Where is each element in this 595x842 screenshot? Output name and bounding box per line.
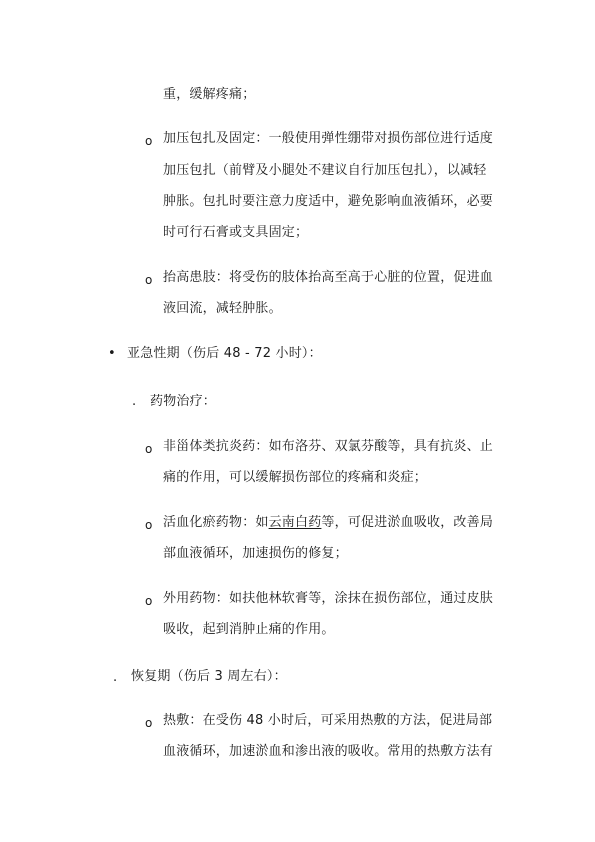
blood-activating-line-2: 部血液循环，加速损伤的修复； <box>163 546 348 561</box>
nsaid-marker: o <box>145 442 153 456</box>
topical-line-2: 吸收，起到消肿止痛的作用。 <box>163 622 335 637</box>
medication-marker: . <box>132 394 137 409</box>
elevation-line-1: 抬高患肢：将受伤的肢体抬高至高于心脏的位置，促进血 <box>163 270 494 285</box>
topical-line-1: 外用药物：如扶他林软膏等，涂抹在损伤部位，通过皮肤 <box>163 591 494 606</box>
subacute-bullet: • <box>108 346 116 361</box>
medication-heading: 药物治疗： <box>150 394 217 409</box>
blood-activating-suffix: 等，可促进淤血吸收，改善局 <box>321 515 494 530</box>
yunnan-baiyao-link[interactable]: 云南白药 <box>268 515 322 530</box>
blood-activating-marker: o <box>145 518 153 532</box>
blood-activating-prefix: 活血化瘀药物：如 <box>163 515 269 530</box>
heat-line-2: 血液循环，加速淤血和渗出液的吸收。常用的热敷方法有 <box>163 744 494 759</box>
nsaid-line-1: 非甾体类抗炎药：如布洛芬、双氯芬酸等，具有抗炎、止 <box>163 439 494 454</box>
compression-line-2: 加压包扎（前臂及小腿处不建议自行加压包扎），以减轻 <box>163 163 487 178</box>
rest-item-tail: 重，缓解疼痛； <box>163 87 256 102</box>
elevation-marker: o <box>145 273 153 287</box>
nsaid-line-2: 痛的作用，可以缓解损伤部位的疼痛和炎症； <box>163 470 428 485</box>
topical-marker: o <box>145 594 153 608</box>
compression-line-4: 时可行石膏或支具固定； <box>163 225 309 240</box>
heat-marker: o <box>145 716 153 730</box>
blood-activating-line-1 <box>163 515 493 531</box>
compression-line-1: 加压包扎及固定：一般使用弹性绷带对损伤部位进行适度 <box>163 131 494 146</box>
subacute-heading: 亚急性期（伤后 48 - 72 小时）： <box>127 346 322 361</box>
compression-marker: o <box>145 134 153 148</box>
compression-line-3: 肿胀。包扎时要注意力度适中，避免影响血液循环，必要 <box>163 194 494 209</box>
recovery-marker: . <box>113 670 118 685</box>
recovery-heading: 恢复期（伤后 3 周左右）： <box>131 669 287 684</box>
heat-line-1: 热敷：在受伤 48 小时后，可采用热敷的方法，促进局部 <box>163 713 493 728</box>
elevation-line-2: 液回流，减轻肿胀。 <box>163 301 282 316</box>
